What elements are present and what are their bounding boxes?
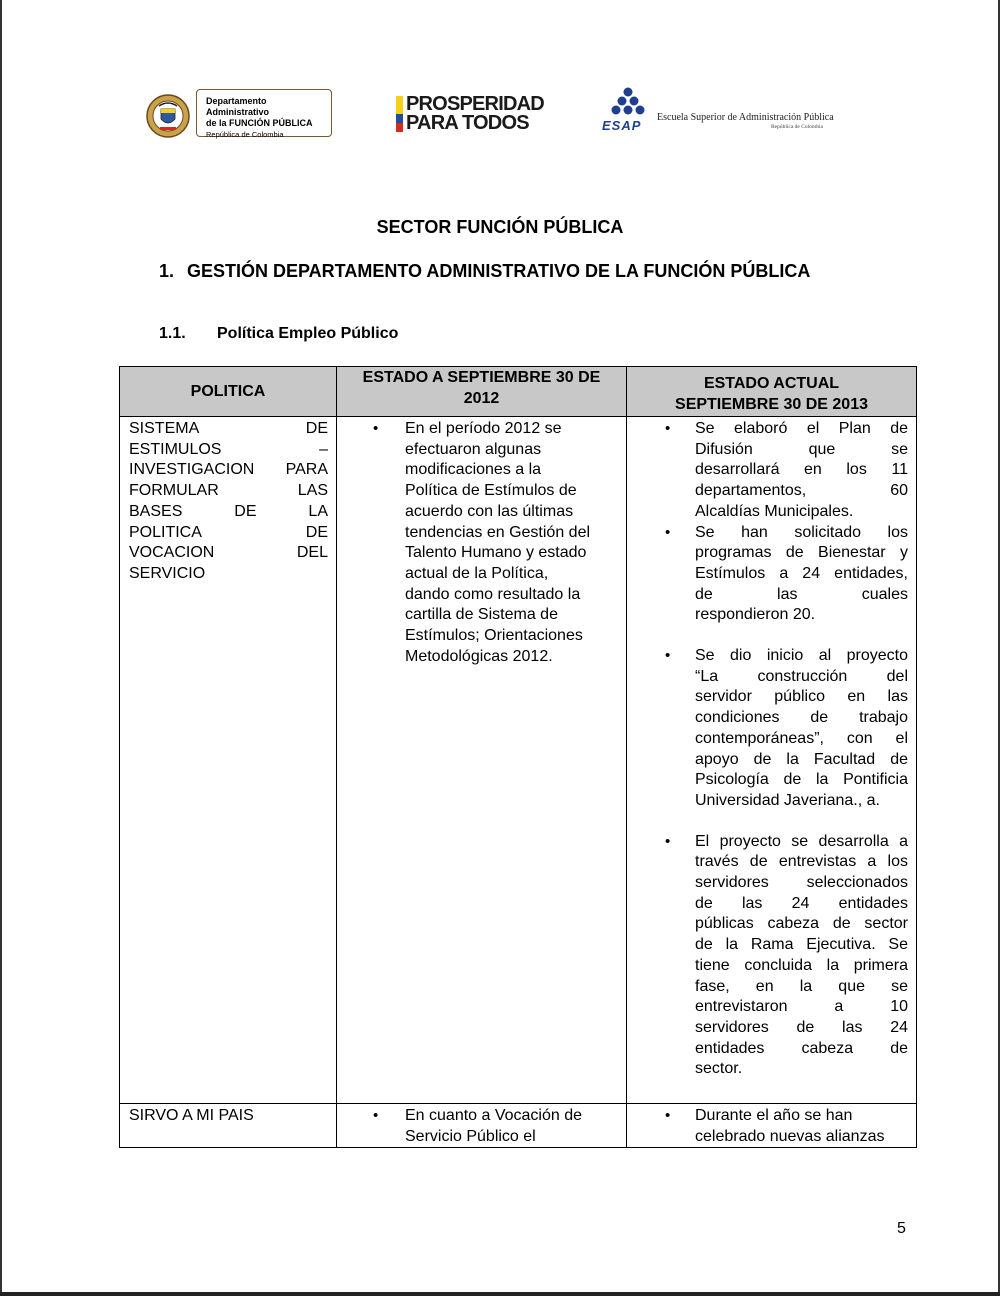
text-line: de las 24 entidades xyxy=(695,894,908,912)
header-estado-2012 xyxy=(337,367,627,417)
estado-2013-cell xyxy=(627,1104,917,1148)
text-line: celebrado nuevas alianzas xyxy=(695,1127,885,1145)
text-line: programas de Bienestar y xyxy=(695,544,908,562)
text-line: • Se dio inicio al proyecto xyxy=(695,647,908,665)
text-line: Talento Humano y estado xyxy=(405,544,587,562)
text-line: servidores seleccionados xyxy=(695,874,908,892)
text-line: Universidad Javeriana., a. xyxy=(695,791,880,809)
table-header-row xyxy=(120,367,917,417)
policy-text: SIRVO A MI PAIS xyxy=(129,1107,254,1124)
prosperidad-line2: PARA TODOS xyxy=(406,112,529,134)
text-line: servidores de las 24 xyxy=(695,1018,908,1036)
esap-pyramid-icon xyxy=(600,86,656,134)
subsection-number: 1.1. xyxy=(159,325,186,342)
colombia-flag-bar-icon xyxy=(396,96,403,132)
table-row xyxy=(120,417,917,1104)
text-line: entidades cabeza de xyxy=(695,1039,908,1057)
list-item xyxy=(627,646,916,812)
text-line: SERVICIO xyxy=(129,564,206,582)
text-line: tiene concluida la primera xyxy=(695,956,908,974)
header-estado-actual xyxy=(627,367,917,417)
text-line: Política de Estímulos de xyxy=(405,482,577,500)
list-item xyxy=(627,523,916,627)
text-line: actual de la Política, xyxy=(405,564,549,582)
policy-table xyxy=(119,366,917,1148)
estado-2013-list xyxy=(627,419,916,1080)
text-line: de la Rama Ejecutiva. Se xyxy=(695,936,908,954)
dafp-line2: de la FUNCIÓN PÚBLICA xyxy=(206,118,313,128)
estado-2013-text xyxy=(695,523,908,627)
text-line: POLITICA DE xyxy=(129,523,328,541)
page-number: 5 xyxy=(897,1220,906,1237)
text-line: tendencias en Gestión del xyxy=(405,523,591,541)
section-heading-text: GESTIÓN DEPARTAMENTO ADMINISTRATIVO DE LA FUNCIÓN PÚBLICA xyxy=(187,261,811,281)
text-line: Psicología de la Pontificia xyxy=(695,771,908,789)
text-line: • Se elaboró el Plan de xyxy=(695,420,908,437)
estado-2012-text xyxy=(405,419,618,667)
esap-name: Escuela Superior de Administración Pública xyxy=(657,112,834,123)
text-line: • En cuanto a Vocación de xyxy=(405,1107,583,1124)
text-line: departamentos, 60 xyxy=(695,482,908,500)
text-line: Alcaldías Municipales. xyxy=(695,502,854,520)
header-estado-actual-line2: SEPTIEMBRE 30 DE 2013 xyxy=(675,395,868,413)
esap-logo-letters: ESAP xyxy=(602,118,642,133)
dafp-line3: República de Colombia xyxy=(206,130,284,139)
estado-2013-text xyxy=(695,646,908,812)
list-item xyxy=(337,419,626,667)
text-line: Difusión que se xyxy=(695,440,908,458)
policy-text xyxy=(129,419,328,585)
esap-logo xyxy=(600,86,832,136)
section-number: 1. xyxy=(159,261,175,281)
section-heading xyxy=(159,261,810,282)
text-line: servidor público en las xyxy=(695,688,908,706)
text-line: contemporáneas”, con el xyxy=(695,729,908,747)
text-line: Metodológicas 2012. xyxy=(405,647,553,665)
text-line: sector. xyxy=(695,1060,743,1078)
text-line: SISTEMA DE xyxy=(129,420,328,437)
prosperidad-logo xyxy=(396,93,551,136)
dafp-name-box xyxy=(196,89,332,137)
estado-2012-cell xyxy=(337,417,627,1104)
list-item xyxy=(337,1106,626,1147)
text-line: apoyo de la Facultad de xyxy=(695,750,908,768)
dafp-line1: Departamento Administrativo xyxy=(206,96,270,117)
text-line: BASES DE LA xyxy=(129,502,328,520)
text-line: través de entrevistas a los xyxy=(695,853,908,871)
text-line: • Durante el año se han xyxy=(695,1107,853,1124)
estado-2012-text xyxy=(405,1106,618,1147)
page-border-bottom xyxy=(0,1292,1000,1296)
text-line: Estímulos a 24 entidades, xyxy=(695,564,908,582)
prosperidad-line1: PROSPERIDAD xyxy=(406,93,544,115)
text-line: • Se han solicitado los xyxy=(695,523,908,541)
header-estado-actual-line1: ESTADO ACTUAL xyxy=(703,374,840,392)
text-line: de las cuales xyxy=(695,585,908,603)
header-estado-2012-line1: ESTADO A SEPTIEMBRE 30 DE xyxy=(362,369,601,386)
subsection-heading xyxy=(159,325,398,343)
estado-2013-text xyxy=(695,832,908,1080)
text-line: dando como resultado la xyxy=(405,585,581,603)
text-line: respondieron 20. xyxy=(695,606,816,624)
text-line: Estímulos; Orientaciones xyxy=(405,627,583,645)
estado-2013-text xyxy=(695,1106,908,1147)
list-item xyxy=(627,419,916,523)
sector-title: SECTOR FUNCIÓN PÚBLICA xyxy=(376,217,624,237)
text-line: entrevistaron a 10 xyxy=(695,998,908,1016)
text-line: • En el período 2012 se xyxy=(405,420,562,437)
text-line: modificaciones a la xyxy=(405,461,542,479)
text-line: INVESTIGACION PARA xyxy=(129,461,328,479)
dafp-logo xyxy=(146,89,336,141)
text-line: ESTIMULOS – xyxy=(129,440,328,458)
estado-2012-cell xyxy=(337,1104,627,1148)
subsection-heading-text: Política Empleo Público xyxy=(217,325,399,342)
table-row xyxy=(120,1104,917,1148)
page-border-left xyxy=(0,0,2,1296)
header-politica: POLITICA xyxy=(120,367,337,417)
text-line: cartilla de Sistema de xyxy=(405,606,558,624)
text-line: VOCACION DEL xyxy=(129,544,328,562)
text-line: acuerdo con las últimas xyxy=(405,502,574,520)
text-line: • El proyecto se desarrolla a xyxy=(695,832,908,850)
estado-2013-cell xyxy=(627,417,917,1104)
text-line: condiciones de trabajo xyxy=(695,709,908,727)
list-item xyxy=(627,832,916,1080)
estado-2013-text xyxy=(695,419,908,523)
header-estado-2012-line2: 2012 xyxy=(463,390,500,407)
policy-cell xyxy=(120,417,337,1104)
text-line: públicas cabeza de sector xyxy=(695,915,908,933)
colombia-seal-icon xyxy=(146,91,190,139)
policy-cell xyxy=(120,1104,337,1148)
text-line: “La construcción del xyxy=(695,667,908,685)
text-line: efectuaron algunas xyxy=(405,440,542,458)
text-line: desarrollará en los 11 xyxy=(695,461,908,479)
text-line: Servicio Público el xyxy=(405,1127,536,1145)
esap-subtitle: República de Colombia xyxy=(771,124,823,130)
list-item xyxy=(627,1106,916,1147)
prosperidad-text xyxy=(406,95,544,133)
text-line: fase, en la que se xyxy=(695,977,908,995)
text-line: FORMULAR LAS xyxy=(129,482,328,500)
